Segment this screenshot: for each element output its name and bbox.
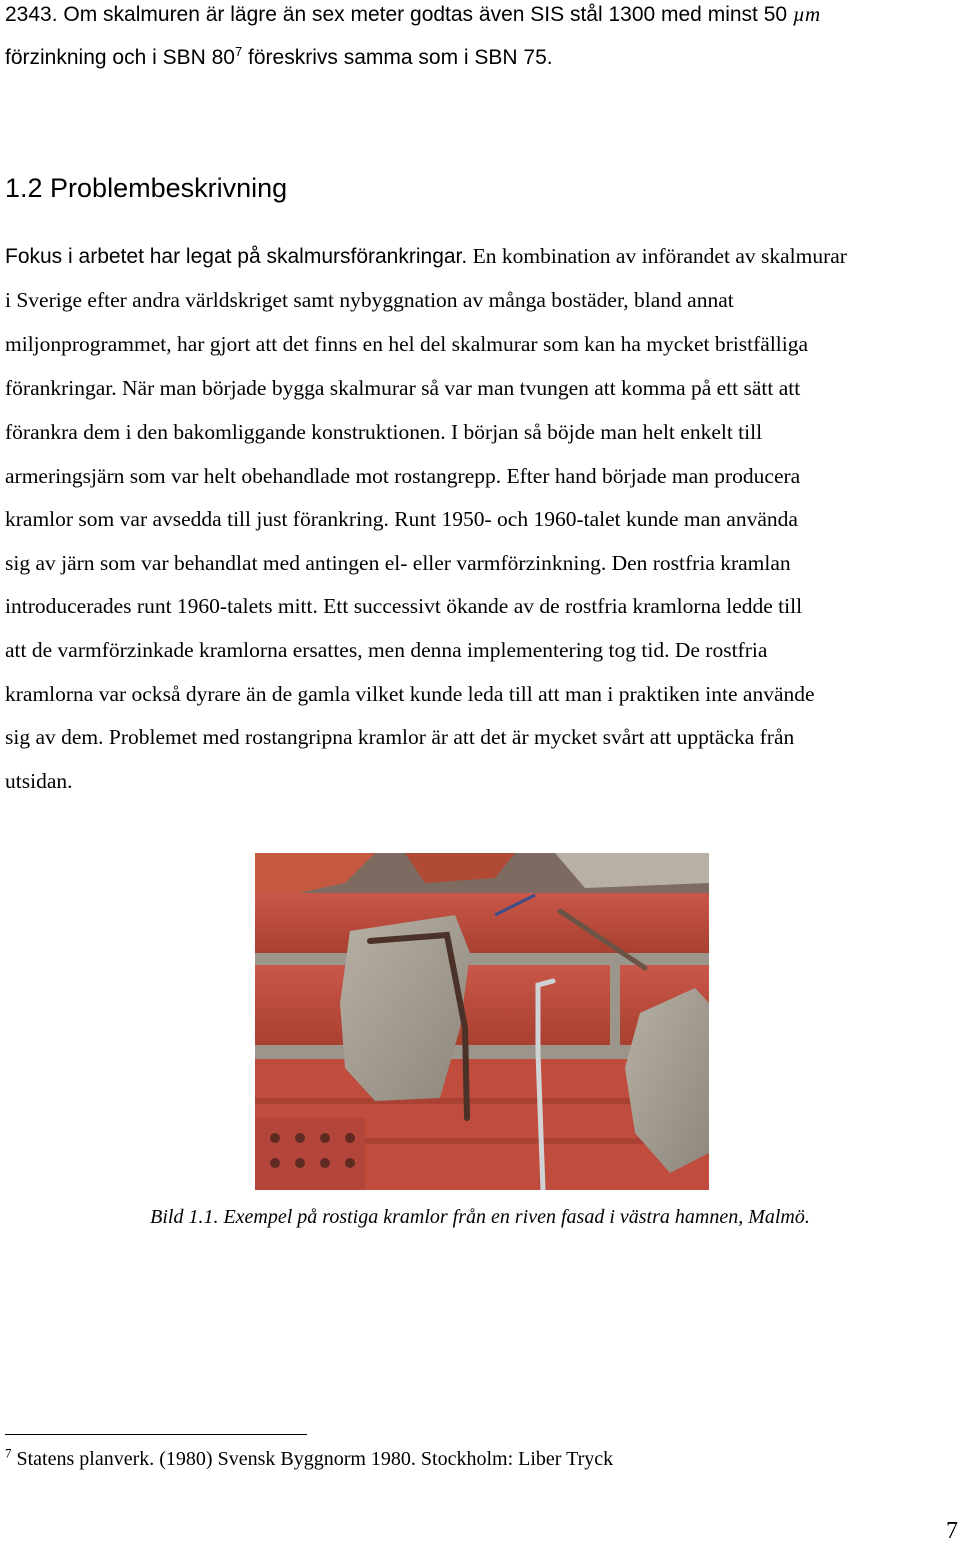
brick-course xyxy=(255,893,709,953)
footnote xyxy=(5,1445,614,1471)
paragraph-line: sig av järn som var behandlat med antingen el- eller varmförzinkning. Den rostfria kramlan xyxy=(5,551,791,575)
section-heading: 1.2 Problembeskrivning xyxy=(5,173,288,203)
footnote-text: Statens planverk. (1980) Svensk Byggnorm 1980. Stockholm: Liber Tryck xyxy=(11,1448,614,1470)
page-number: 7 xyxy=(946,1518,958,1544)
footnote-marker: 7 xyxy=(5,1445,12,1461)
paragraph-first-sans: Fokus i arbetet har legat på skalmursförankringar. xyxy=(5,245,468,268)
paragraph-line: kramlor som var avsedda till just förankring. Runt 1950- och 1960-talet kunde man använda xyxy=(5,507,798,531)
figure-caption: Bild 1.1. Exempel på rostiga kramlor från en riven fasad i västra hamnen, Malmö. xyxy=(150,1206,810,1228)
paragraph-line: introducerades runt 1960-talets mitt. Ett successivt ökande av de rostfria kramlorna ledde till xyxy=(5,594,803,618)
intro-line-1-text: 2343. Om skalmuren är lägre än sex meter godtas även SIS stål 1300 med minst 50 xyxy=(5,3,788,26)
paragraph-line: att de varmförzinkade kramlorna ersattes, men denna implementering tog tid. De rostfria xyxy=(5,638,768,662)
figure-photo xyxy=(255,853,709,1190)
footnote-rule xyxy=(5,1434,307,1435)
paragraph-line: miljonprogrammet, har gjort att det finns en hel del skalmurar som kan ha mycket bristfälliga xyxy=(5,332,809,356)
paragraph-line: sig av dem. Problemet med rostangripna kramlor är att det är mycket svårt att upptäcka från xyxy=(5,725,795,749)
paragraph-line: i Sverige efter andra världskriget samt nybyggnation av många bostäder, bland annat xyxy=(5,288,734,312)
brick-wall-photo xyxy=(255,853,709,1190)
perforated-brick xyxy=(255,1118,365,1190)
paragraph-line: förankra dem i den bakomliggande konstruktionen. I början så böjde man helt enkelt till xyxy=(5,420,763,444)
intro-line-2-b: föreskrivs samma som i SBN 75. xyxy=(242,46,553,69)
paragraph-line: utsidan. xyxy=(5,769,73,793)
paragraph-line: förankringar. När man började bygga skalmurar så var man tvungen att komma på ett sätt att xyxy=(5,376,801,400)
footnote-ref-7[interactable]: 7 xyxy=(234,44,243,59)
paragraph-first-serif: En kombination av införandet av skalmurar xyxy=(467,244,847,268)
intro-line-2 xyxy=(5,46,553,70)
intro-line-1 xyxy=(5,2,820,27)
micrometer-unit: µm xyxy=(792,2,821,26)
paragraph-line: armeringsjärn som var helt obehandlade mot rostangrepp. Efter hand började man producera xyxy=(5,464,801,488)
intro-line-2-a: förzinkning och i SBN 80 xyxy=(5,46,235,69)
paragraph-first-line xyxy=(5,242,960,271)
paragraph-line: kramlorna var också dyrare än de gamla vilket kunde leda till att man i praktiken inte använde xyxy=(5,682,815,706)
